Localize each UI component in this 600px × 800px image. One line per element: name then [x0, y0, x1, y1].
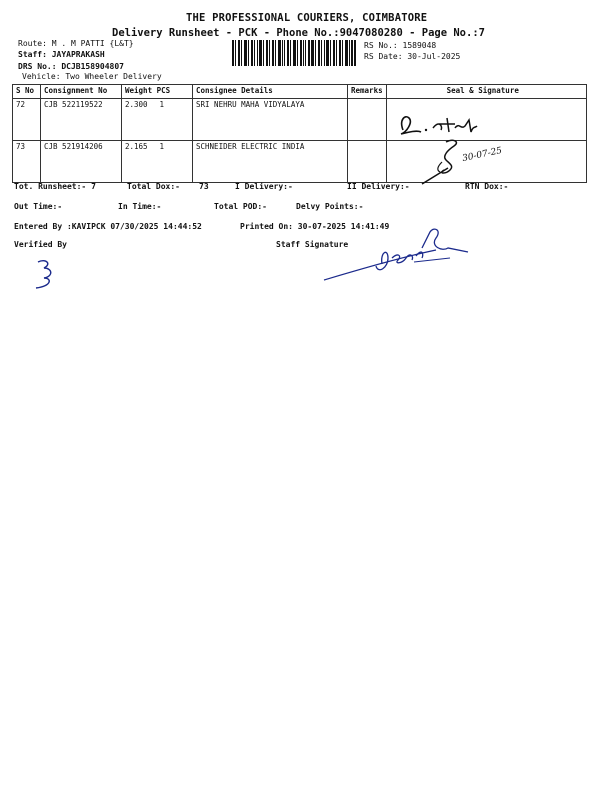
printed-on: Printed On: 30-07-2025 14:41:49: [240, 222, 390, 231]
rs-number: RS No.: 1589048: [364, 41, 437, 50]
row-s-no: 72: [13, 99, 41, 141]
col-consignment: Consignment No: [41, 85, 122, 99]
col-consignee: Consignee Details: [193, 85, 348, 99]
table-header-row: [13, 85, 587, 99]
row-consignee: SCHNEIDER ELECTRIC INDIA: [193, 141, 348, 183]
row-pcs: 1: [159, 142, 165, 151]
rs-date: RS Date: 30-Jul-2025: [364, 52, 461, 61]
row-weight-pcs: [122, 99, 193, 141]
out-time: Out Time:-: [14, 202, 63, 211]
total-dox-value: 73: [199, 182, 209, 191]
row-consignment: CJB 522119522: [41, 99, 122, 141]
drs-number: DRS No.: DCJB158904807: [18, 62, 124, 71]
row-pcs: 1: [159, 100, 165, 109]
staff: Staff: JAYAPRAKASH: [18, 50, 105, 59]
in-time: In Time:-: [118, 202, 162, 211]
staff-signature-label: Staff Signature: [276, 240, 349, 249]
entered-by: Entered By :KAVIPCK 07/30/2025 14:44:52: [14, 222, 202, 231]
staff-signature: [318, 222, 478, 288]
row-consignee: SRI NEHRU MAHA VIDYALAYA: [193, 99, 348, 141]
rtn-dox: RTN Dox:-: [465, 182, 509, 191]
row-weight: 2.165: [125, 142, 148, 151]
vehicle: Vehicle: Two Wheeler Delivery: [22, 72, 162, 81]
route: Route: M . M PATTI {L&T}: [18, 39, 134, 48]
delvy-points: Delvy Points:-: [296, 202, 364, 211]
verifier-signature: [30, 256, 70, 292]
row-weight: 2.300: [125, 100, 148, 109]
col-seal-signature: Seal & Signature: [386, 85, 586, 99]
row-remarks: [348, 99, 387, 141]
ii-delivery: II Delivery:-: [347, 182, 410, 191]
runsheet-title: Delivery Runsheet - PCK - Phone No.:9047080280 - Page No.:7: [112, 27, 485, 39]
row-weight-pcs: [122, 141, 193, 183]
col-weight-pcs: Weight PCS: [122, 85, 193, 99]
verified-by: Verified By: [14, 240, 67, 249]
row-consignment: CJB 521914206: [41, 141, 122, 183]
col-s-no: S No: [13, 85, 41, 99]
row-s-no: 73: [13, 141, 41, 183]
i-delivery: I Delivery:-: [235, 182, 293, 191]
handwritten-date: 30-07-25: [461, 145, 504, 165]
barcode: [232, 40, 356, 66]
row-remarks: [348, 141, 387, 183]
total-dox-label: Total Dox:-: [127, 182, 180, 191]
col-remarks: Remarks: [348, 85, 387, 99]
company-name: THE PROFESSIONAL COURIERS, COIMBATORE: [186, 12, 428, 24]
tot-runsheet: Tot. Runsheet:- 7: [14, 182, 96, 191]
total-pod: Total POD:-: [214, 202, 267, 211]
